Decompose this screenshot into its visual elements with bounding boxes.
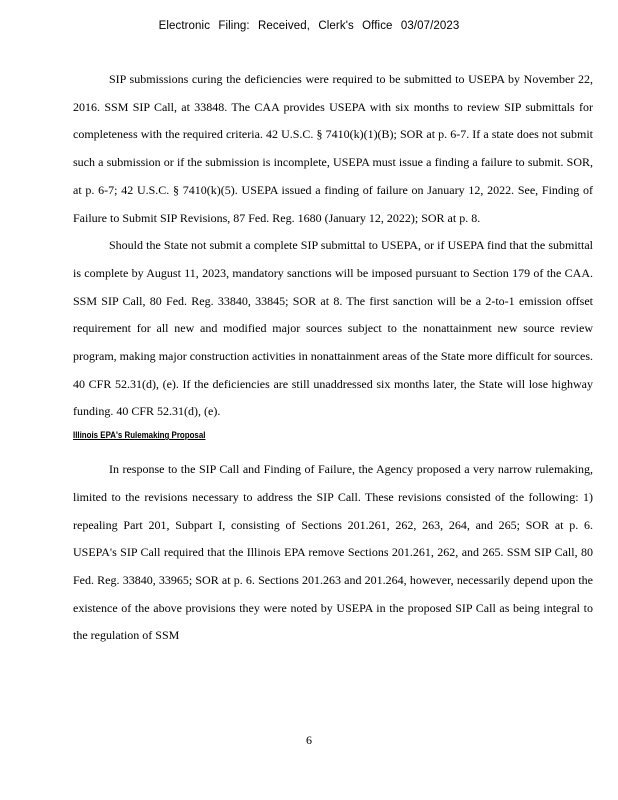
section-heading: Illinois EPA's Rulemaking Proposal bbox=[73, 430, 206, 441]
electronic-filing-header: Electronic Filing: Received, Clerk's Office 03/07/2023 bbox=[158, 20, 460, 32]
paragraph-rulemaking-proposal: In response to the SIP Call and Finding of Failure, the Agency proposed a very narrow rulemaking, limited to the revisions necessary to address the SIP Call. These revisions consisted of the following: 1) repealing Part 201, Subpart I, consisting of Sections 201.261, 262, 263, 264, and 265; SOR at p. 6. USEPA's SIP Call required that the Illinois EPA remove Sections 201.261, 262, and 265. SSM SIP Call, 80 Fed. Reg. 33840, 33965; SOR at p. 6. Sections 201.263 and 201.264, however, necessarily depend upon the existence of the above provisions they were noted by USEPA in the proposed SIP Call as being integral to the regulation of SSM bbox=[73, 462, 593, 643]
paragraph-sanctions: Should the State not submit a complete SIP submittal to USEPA, or if USEPA find that the submittal is complete by August 11, 2023, mandatory sanctions will be imposed pursuant to Section 179 of the CAA. SSM SIP Call, 80 Fed. Reg. 33840, 33845; SOR at 8. The first sanction will be a 2-to-1 emission offset requirement for all new and modified major sources subject to the nonattainment new source review program, making major construction activities in nonattainment areas of the State more difficult for sources. 40 CFR 52.31(d), (e). If the deficiencies are still unaddressed six months later, the State will lose highway funding. 40 CFR 52.31(d), (e). bbox=[73, 238, 593, 419]
document-body bbox=[73, 66, 593, 650]
paragraph-sip-deadlines: SIP submissions curing the deficiencies were required to be submitted to USEPA by November 22, 2016. SSM SIP Call, at 33848. The CAA provides USEPA with six months to review SIP submittals for completeness with the required criteria. 42 U.S.C. § 7410(k)(1)(B); SOR at p. 6-7. If a state does not submit such a submission or if the submission is incomplete, USEPA must issue a finding a failure to submit. SOR, at p. 6-7; 42 U.S.C. § 7410(k)(5). USEPA issued a finding of failure on January 12, 2022. See, Finding of Failure to Submit SIP Revisions, 87 Fed. Reg. 1680 (January 12, 2022); SOR at p. 8. bbox=[73, 72, 593, 225]
page-number: 6 bbox=[306, 733, 312, 747]
